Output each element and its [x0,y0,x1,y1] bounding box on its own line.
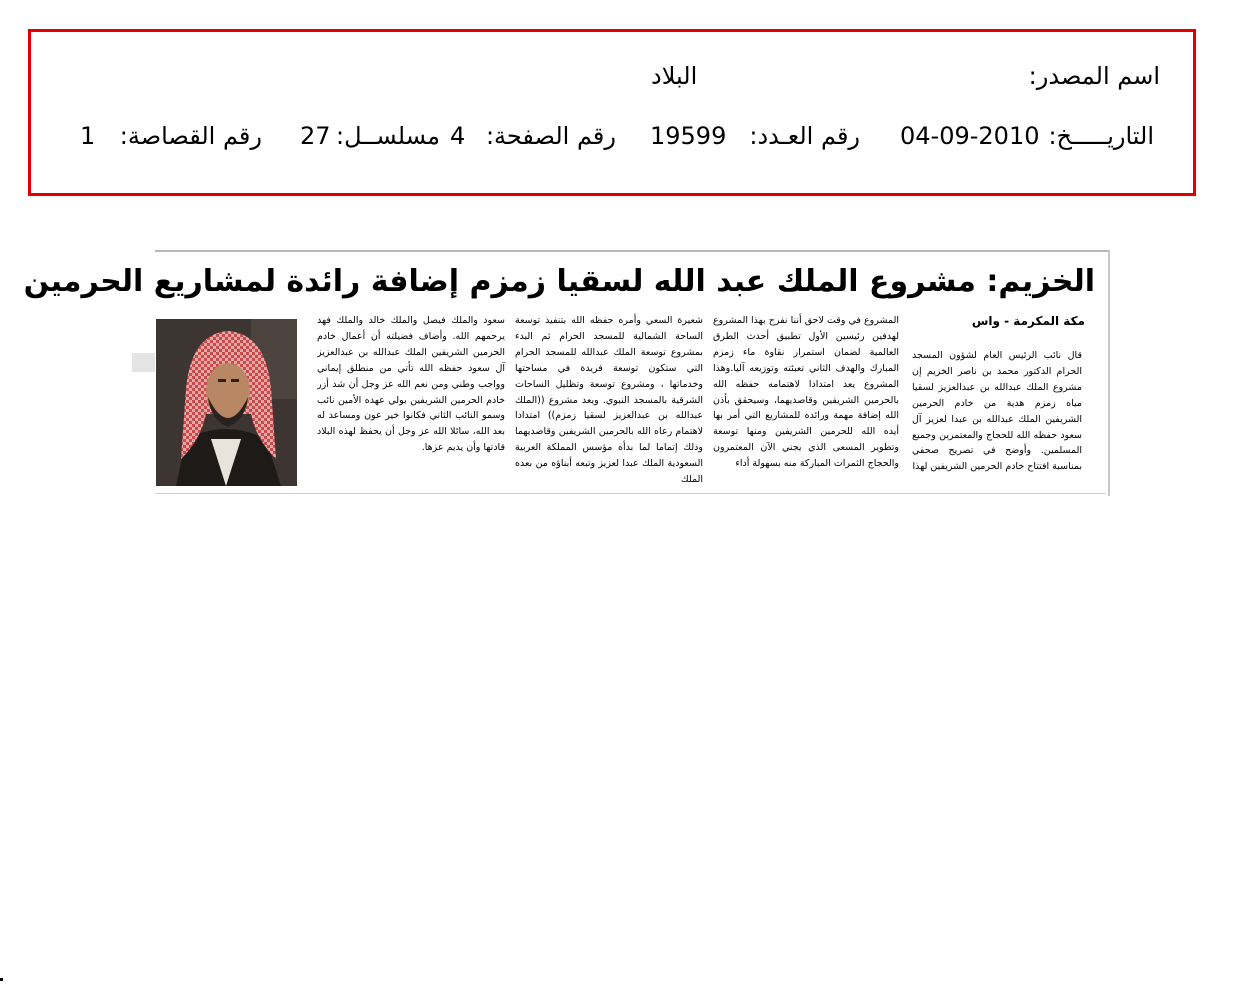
page-label: رقم الصفحة: [485,122,616,150]
serial-label: مسلســل: [336,122,440,150]
source-label: اسم المصدر: [1028,62,1160,90]
newspaper-clipping [23,250,1110,496]
source-info-box [28,29,1196,196]
divider-bar [132,353,155,372]
article-column-2: المشروع في وقت لاحق أننا نفرح بهذا المشروع لهدفين رئيسين الأول تطبيق أحدث الطرق العالمية لضمان استمرار نقاوة ماء زمزم المبارك والهدف الثاني تعبئته وتوزيعه آليا.وهذا المشروع يعد امتدادا لاهتمامه حفظه الله بالحرمين الشريفين وقاصديهما، وسيحقق بأذن الله إضافة مهمة ورائده للمشاريع التي أمر بها أيده الله للحرمين الشريفين ومنها توسعة وتطوير المسعى الذي يجني الآن المعتمرون والحجاج الثمرات المباركة منه بسهولة أداء [713,315,899,470]
source-value: البلاد [651,62,698,90]
portrait-photo [156,319,297,486]
clip-label: رقم القصاصة: [119,122,262,150]
date-value: 04-09-2010 [900,122,1040,150]
date-label: التاريـــــخ: [1048,122,1154,150]
article-byline: مكة المكرمة - واس [971,314,1085,328]
clipping-bottom-line [155,493,1106,494]
article-column-1: قال نائب الرئيس العام لشؤون المسجد الحرام الدكتور محمد بن ناصر الخزيم إن مشروع الملك عبدالله بن عبدالعزيز لسقيا مياه زمزم هدية من خادم الحرمين الشريفين الملك عبدالله بن عبدا لعزيز آل سعود حفظه الله للحجاج والمعتمرين وجميع المسلمين. وأوضح في تصريح صحفي بمناسبة افتتاح خادم الحرمين الشريفين لهذا [912,350,1082,473]
clip-value: 1 [80,122,96,150]
serial-value: 27 [300,122,331,150]
page-value: 4 [450,122,466,150]
issue-value: 19599 [650,122,727,150]
issue-label: رقم العـدد: [749,122,860,150]
article-column-4: سعود والملك فيصل والملك خالد والملك فهد يرحمهم الله. وأضاف فضيلته أن أعمال خادم الحرمين الشريفين الملك عبدالله بن عبدالعزيز آل سعود حفظه الله تأتي من منطلق إيماني وواجب وطني ومن نعم الله عز وجل أن شد أزر خادم الحرمين الشريفين بولي عهده الأمين نائب وسمو النائب الثاني فكانوا خير عون ومساعد له بعد الله، سائلا الله عز وجل أن يحفظ لهذه البلاد قادتها وأن يديم عزها. [317,315,505,454]
article-column-3: شعيرة السعي وأمره حفظه الله بتنفيذ توسعة الساحة الشمالية للمسجد الحرام ثم البدء بمشروع توسعة الملك عبدالله للمسجد الحرام التي ستكون توسعة فريدة في مساحتها وخدماتها ، ومشروع توسعة وتظليل الساحات الشرقية بالمسجد النبوي. ويعد مشروع ((الملك عبدالله بن عبدالعزيز لسقيا زمزم)) امتدادا لاهتمام رعاه الله بالحرمين الشريفين وقاصديهما وذلك إتماما لما بدأه مؤسس المملكة العربية السعودية الملك عبدا لعزيز وتبعه أبناؤه من بعده الملك [515,315,703,486]
corner-mark [0,978,3,981]
article-headline: الخزيم: مشروع الملك عبد الله لسقيا زمزم إضافة رائدة لمشاريع الحرمين [23,264,1095,299]
